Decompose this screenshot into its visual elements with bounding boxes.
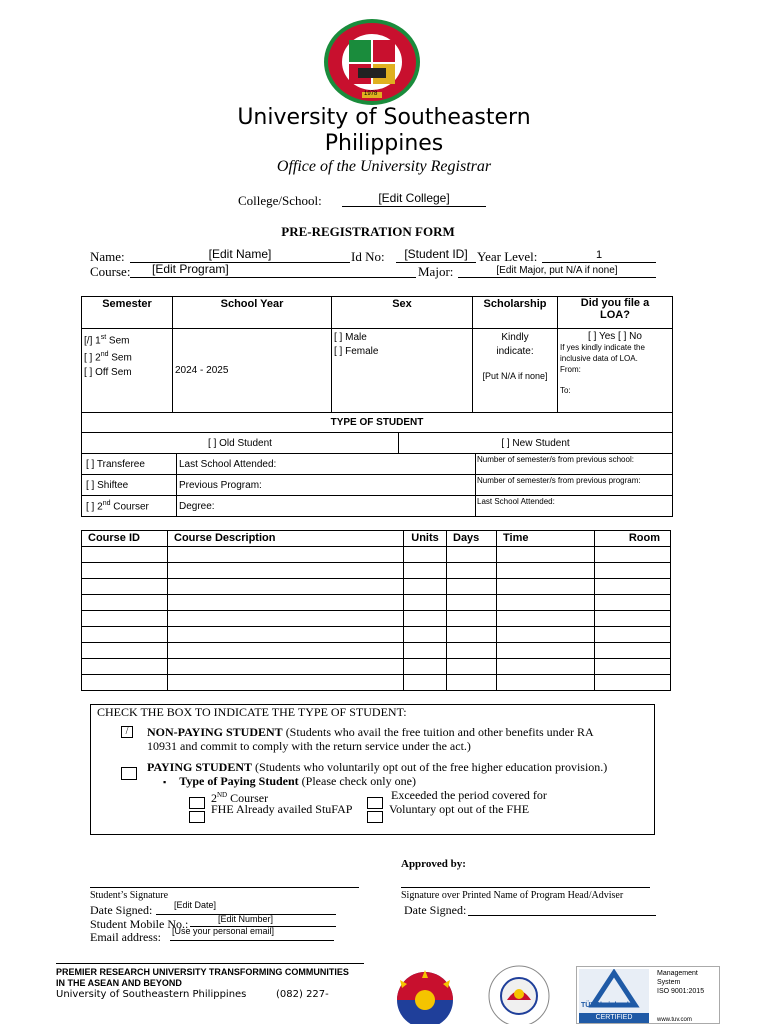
email-label: Email address: (90, 930, 161, 944)
room-cell[interactable] (595, 675, 671, 691)
tuv-certified: CERTIFIED (579, 1013, 649, 1023)
sex-cell (332, 329, 473, 413)
opt1-b: Courser (227, 791, 269, 805)
date-signed-field[interactable] (156, 900, 336, 915)
bagong-pilipinas-logo (388, 966, 462, 1024)
pqa-logo (482, 960, 556, 1024)
name-field[interactable] (130, 247, 350, 263)
course-description-cell[interactable] (168, 563, 404, 579)
days-cell[interactable] (447, 579, 497, 595)
major-value: [Edit Major, put N/A if none] (496, 265, 618, 276)
course-row (82, 627, 671, 643)
student-type-table (81, 432, 673, 454)
header-scholarship: Scholarship (473, 297, 558, 329)
nonpaying-checkmark: / (125, 726, 129, 737)
room-cell[interactable] (595, 563, 671, 579)
loa-note: If yes kindly indicate the inclusive data of LOA. (560, 343, 645, 363)
semester-1st-check: / (86, 335, 90, 347)
second-courser-rest: Courser (110, 501, 149, 513)
paying-type-text: (Please check only one) (298, 774, 416, 788)
second-courser-field[interactable]: Degree: (177, 496, 476, 517)
course-label: Course: (90, 264, 131, 279)
scholarship-line2: indicate: (496, 346, 534, 357)
second-courser-prefix: [ ] 2 (86, 501, 103, 513)
shiftee-field[interactable]: Previous Program: (177, 475, 476, 496)
form-title: PRE-REGISTRATION FORM (281, 224, 455, 239)
header-sex: Sex (332, 297, 473, 329)
footer-divider (56, 963, 364, 964)
col-room: Room (595, 531, 671, 547)
time-cell[interactable] (497, 659, 595, 675)
semester-2nd-suffix: nd (100, 351, 109, 359)
year-level-field[interactable] (542, 249, 656, 263)
loa-options[interactable]: [ ] Yes [ ] No (588, 331, 642, 342)
course-row (82, 643, 671, 659)
footer-tagline-2: IN THE ASEAN AND BEYOND (56, 978, 182, 988)
nonpaying-title: NON-PAYING STUDENT (147, 725, 283, 739)
course-row (82, 579, 671, 595)
id-value: [Student ID] (404, 247, 468, 261)
semester-1st-rest: Sem (106, 335, 130, 347)
loa-to[interactable]: To: (560, 386, 571, 395)
option-exceeded-label: Exceeded the period covered for (391, 788, 547, 802)
course-row (82, 611, 671, 627)
university-name-line2: Philippines (324, 131, 444, 156)
days-cell[interactable] (447, 611, 497, 627)
id-field[interactable] (396, 247, 476, 263)
scholarship-value: [Put N/A if none] (482, 371, 548, 381)
option-voluntary-label: Voluntary opt out of the FHE (389, 802, 530, 816)
student-signature-label: Student’s Signature (90, 890, 169, 901)
course-description-cell[interactable] (168, 659, 404, 675)
id-label: Id No: (351, 249, 385, 264)
course-id-cell[interactable] (82, 611, 168, 627)
loa-from[interactable]: From: (560, 365, 581, 374)
units-cell[interactable] (404, 659, 447, 675)
tuv-brand: TÜVRheinland (581, 1002, 629, 1009)
second-courser-option[interactable] (82, 496, 177, 517)
course-id-cell[interactable] (82, 547, 168, 563)
course-id-cell[interactable] (82, 563, 168, 579)
paying-checkbox[interactable] (121, 767, 137, 780)
semester-1st-option[interactable]: [/] 1st Sem (84, 334, 130, 347)
days-cell[interactable] (447, 547, 497, 563)
second-courser-sup: nd (102, 499, 111, 507)
nonpaying-text: (Students who avail the free tuition and other benefits under RA (282, 725, 594, 739)
school-year-cell[interactable] (173, 329, 332, 413)
tuv-system: System (657, 979, 681, 986)
opt1-a: 2 (211, 791, 217, 805)
student-signature-line[interactable] (90, 887, 359, 888)
time-cell[interactable] (497, 627, 595, 643)
room-cell[interactable] (595, 595, 671, 611)
semester-1st-num: 1 (95, 335, 101, 347)
paying-text: (Students who voluntarily opt out of the free higher education provision.) (252, 760, 608, 774)
course-id-cell[interactable] (82, 595, 168, 611)
approved-by-label: Approved by: (401, 858, 466, 870)
email-value: [Use your personal email] (172, 926, 275, 936)
name-label: Name: (90, 249, 125, 264)
units-cell[interactable] (404, 643, 447, 659)
date-signed-label: Date Signed: (90, 903, 153, 917)
course-description-cell[interactable] (168, 547, 404, 563)
units-cell[interactable] (404, 595, 447, 611)
year-level-label: Year Level: (477, 249, 538, 264)
col-course-id: Course ID (82, 531, 168, 547)
tuv-url: www.tuv.com (657, 1017, 692, 1023)
year-level-value: 1 (595, 249, 603, 261)
course-id-cell[interactable] (82, 659, 168, 675)
head-signature-label: Signature over Printed Name of Program Head/Adviser (401, 890, 624, 901)
major-field[interactable] (458, 265, 656, 278)
room-cell[interactable] (595, 659, 671, 675)
header-school-year: School Year (173, 297, 332, 329)
tuv-iso: ISO 9001:2015 (657, 988, 705, 995)
sex-male-option[interactable]: [ ] Male (334, 332, 367, 343)
course-id-cell[interactable] (82, 675, 168, 691)
course-field[interactable] (130, 262, 416, 278)
school-year-value: 2024 - 2025 (175, 365, 229, 376)
second-courser-extra[interactable]: Last School Attended: (476, 496, 673, 517)
course-table (81, 530, 671, 691)
sex-female-option[interactable]: [ ] Female (334, 346, 379, 357)
date-signed-value: [Edit Date] (174, 900, 217, 910)
shiftee-option[interactable]: [ ] Shiftee (82, 475, 177, 496)
nonpaying-text2: 10931 and commit to comply with the return service under the act.) (147, 739, 471, 753)
days-cell[interactable] (447, 627, 497, 643)
office-title: Office of the University Registrar (276, 158, 492, 175)
header-semester: Semester (82, 297, 173, 329)
room-cell[interactable] (595, 547, 671, 563)
type-of-student-title: TYPE OF STUDENT (82, 413, 673, 433)
time-cell[interactable] (497, 563, 595, 579)
college-label: College/School: (238, 193, 322, 208)
col-course-description: Course Description (168, 531, 404, 547)
transferee-field[interactable]: Last School Attended: (177, 454, 476, 475)
units-cell[interactable] (404, 547, 447, 563)
shiftee-extra[interactable]: Number of semester/s from previous program: (476, 475, 673, 496)
course-id-cell[interactable] (82, 643, 168, 659)
footer-university: University of Southeastern Philippines (56, 989, 247, 1000)
course-row (82, 659, 671, 675)
footer-tagline-1: PREMIER RESEARCH UNIVERSITY TRANSFORMING COMMUNITIES (56, 967, 349, 977)
option-fhe-availed-label: FHE Already availed StuFAP (211, 802, 353, 816)
semester-off-option[interactable]: [ ] Off Sem (84, 366, 132, 378)
days-cell[interactable] (447, 659, 497, 675)
loa-cell (558, 329, 673, 413)
tuv-management: Management (657, 970, 698, 977)
course-id-cell[interactable] (82, 579, 168, 595)
course-row (82, 595, 671, 611)
course-row (82, 547, 671, 563)
semester-1st-suffix: st (100, 334, 107, 341)
university-seal (322, 18, 422, 106)
course-row (82, 675, 671, 691)
units-cell[interactable] (404, 675, 447, 691)
course-description-cell[interactable] (168, 643, 404, 659)
student-type-box-title: CHECK THE BOX TO INDICATE THE TYPE OF STUDENT: (97, 705, 407, 719)
course-value: [Edit Program] (152, 262, 229, 276)
time-cell[interactable] (497, 595, 595, 611)
mobile-value: [Edit Number] (218, 914, 274, 924)
room-cell[interactable] (595, 611, 671, 627)
col-units: Units (404, 531, 447, 547)
college-value: [Edit College] (378, 191, 450, 205)
tuv-badge (579, 969, 649, 1023)
mobile-label: Student Mobile No.: (90, 917, 189, 931)
scholarship-cell[interactable] (473, 329, 558, 413)
col-time: Time (497, 531, 595, 547)
course-row (82, 563, 671, 579)
opt1-sup: ND (217, 791, 228, 799)
time-cell[interactable] (497, 643, 595, 659)
time-cell[interactable] (497, 547, 595, 563)
days-cell[interactable] (447, 563, 497, 579)
units-cell[interactable] (404, 563, 447, 579)
fhe-availed-checkbox[interactable] (189, 811, 205, 823)
transferee-option[interactable]: [ ] Transferee (82, 454, 177, 475)
tuv-certification-logo (576, 966, 720, 1024)
semester-2nd-prefix: [ ] 2 (84, 352, 101, 364)
semester-2nd-option[interactable] (84, 348, 170, 365)
nonpaying-checkbox[interactable] (121, 726, 133, 738)
course-description-cell[interactable] (168, 627, 404, 643)
second-courser-checkbox[interactable] (189, 797, 205, 809)
head-date-field[interactable] (468, 901, 656, 916)
units-cell[interactable] (404, 611, 447, 627)
units-cell[interactable] (404, 579, 447, 595)
header-loa: Did you file a LOA? (558, 297, 673, 329)
paying-type-line (163, 774, 416, 789)
scholarship-line1: Kindly (501, 332, 529, 343)
time-cell[interactable] (497, 611, 595, 627)
university-name (0, 105, 768, 157)
university-name-line1: University of Southeastern (237, 105, 531, 130)
days-cell[interactable] (447, 643, 497, 659)
footer-phone: (082) 227- (276, 989, 329, 1000)
units-cell[interactable] (404, 627, 447, 643)
time-cell[interactable] (497, 675, 595, 691)
voluntary-checkbox[interactable] (367, 811, 383, 823)
seal-year: 1978 (364, 91, 378, 97)
info-table (81, 296, 673, 433)
student-details-table (81, 453, 673, 517)
paying-type-title: Type of Paying Student (179, 774, 299, 788)
email-field[interactable] (170, 926, 334, 941)
name-value: [Edit Name] (208, 247, 272, 261)
room-cell[interactable] (595, 579, 671, 595)
semester-2nd-rest: Sem (108, 352, 132, 364)
major-label: Major: (418, 264, 454, 279)
col-days: Days (447, 531, 497, 547)
new-student-option[interactable]: [ ] New Student (399, 433, 673, 454)
course-description-cell[interactable] (168, 675, 404, 691)
time-cell[interactable] (497, 579, 595, 595)
paying-title: PAYING STUDENT (147, 760, 253, 774)
days-cell[interactable] (447, 675, 497, 691)
head-signature-line[interactable] (401, 887, 650, 888)
room-cell[interactable] (595, 627, 671, 643)
course-description-cell[interactable] (168, 595, 404, 611)
bullet: ▪ (163, 777, 167, 787)
days-cell[interactable] (447, 595, 497, 611)
course-description-cell[interactable] (168, 579, 404, 595)
nonpaying-description (147, 725, 647, 753)
room-cell[interactable] (595, 643, 671, 659)
course-id-cell[interactable] (82, 627, 168, 643)
college-field[interactable] (342, 191, 486, 207)
transferee-extra[interactable]: Number of semester/s from previous school: (476, 454, 673, 475)
course-description-cell[interactable] (168, 611, 404, 627)
paying-description (147, 760, 647, 774)
old-student-option[interactable]: [ ] Old Student (82, 433, 399, 454)
semester-cell (82, 329, 173, 413)
head-date-label: Date Signed: (404, 903, 467, 917)
student-type-box (90, 704, 655, 835)
exceeded-checkbox[interactable] (367, 797, 383, 809)
